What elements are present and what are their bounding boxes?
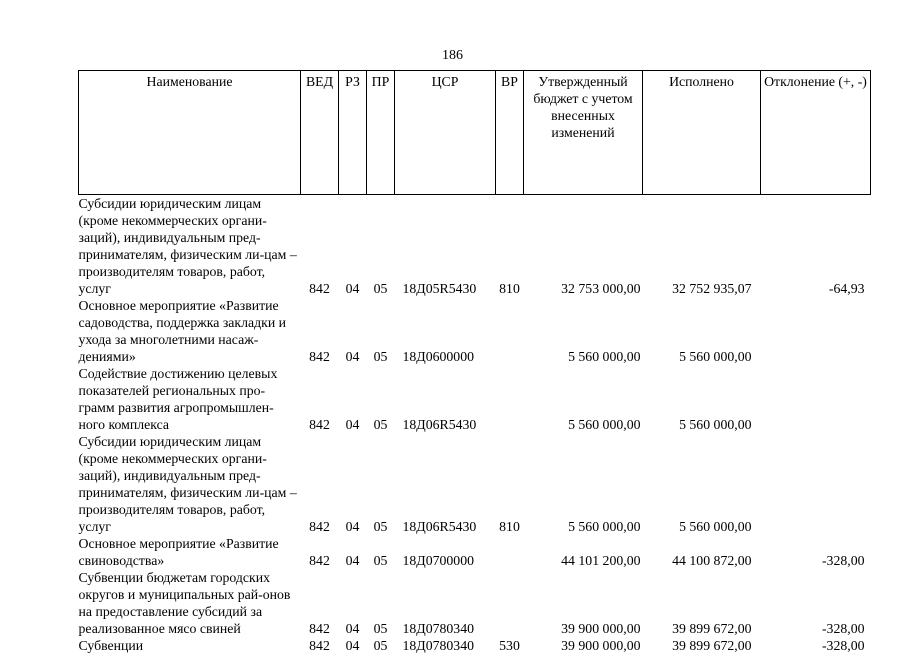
cell-rz: 04 (339, 433, 367, 535)
cell-vr (496, 535, 524, 569)
table-row (79, 297, 871, 365)
cell-ved: 842 (301, 195, 339, 298)
cell-vr: 810 (496, 433, 524, 535)
header-row (79, 71, 871, 195)
cell-executed: 5 560 000,00 (643, 433, 761, 535)
cell-name: Содействие достижению целевых показателей региональных про-грамм развития агропромышлен-ного комплекса (79, 365, 301, 433)
cell-deviation: -64,93 (761, 195, 871, 298)
cell-executed: 32 752 935,07 (643, 195, 761, 298)
cell-rz: 04 (339, 637, 367, 654)
cell-pr: 05 (367, 569, 395, 637)
cell-executed: 39 899 672,00 (643, 637, 761, 654)
cell-executed: 44 100 872,00 (643, 535, 761, 569)
cell-name: Основное мероприятие «Развитие свиноводства» (79, 535, 301, 569)
cell-budget: 32 753 000,00 (524, 195, 643, 298)
header-vr: ВР (496, 71, 524, 195)
table-row (79, 365, 871, 433)
cell-csr: 18Д06R5430 (395, 365, 496, 433)
cell-budget: 39 900 000,00 (524, 637, 643, 654)
cell-budget: 44 101 200,00 (524, 535, 643, 569)
header-rz: РЗ (339, 71, 367, 195)
cell-csr: 18Д0780340 (395, 637, 496, 654)
cell-name: Субвенции бюджетам городских округов и муниципальных рай-онов на предоставление субсидий за реализованное мясо свиней (79, 569, 301, 637)
cell-ved: 842 (301, 365, 339, 433)
header-ved: ВЕД (301, 71, 339, 195)
cell-rz: 04 (339, 195, 367, 298)
cell-pr: 05 (367, 365, 395, 433)
table-row (79, 433, 871, 535)
header-budget: Утвержденный бюджет с учетом внесенных изменений (524, 71, 643, 195)
table-row (79, 535, 871, 569)
cell-rz: 04 (339, 365, 367, 433)
cell-pr: 05 (367, 535, 395, 569)
header-name: Наименование (79, 71, 301, 195)
cell-rz: 04 (339, 569, 367, 637)
cell-vr (496, 297, 524, 365)
header-deviation: Отклонение (+, -) (761, 71, 871, 195)
cell-budget: 5 560 000,00 (524, 365, 643, 433)
header-executed: Исполнено (643, 71, 761, 195)
cell-executed: 5 560 000,00 (643, 297, 761, 365)
cell-pr: 05 (367, 195, 395, 298)
cell-csr: 18Д0600000 (395, 297, 496, 365)
cell-csr: 18Д0780340 (395, 569, 496, 637)
cell-deviation (761, 297, 871, 365)
cell-ved: 842 (301, 535, 339, 569)
page-number: 186 (0, 48, 905, 64)
cell-rz: 04 (339, 535, 367, 569)
cell-deviation: -328,00 (761, 569, 871, 637)
table-row (79, 569, 871, 637)
cell-deviation (761, 433, 871, 535)
cell-pr: 05 (367, 637, 395, 654)
cell-name: Субсидии юридическим лицам (кроме некоммерческих органи-заций), индивидуальным пред-принимателям, физическим ли-цам – производителям товаров, работ, услуг (79, 433, 301, 535)
cell-vr (496, 569, 524, 637)
cell-pr: 05 (367, 297, 395, 365)
cell-rz: 04 (339, 297, 367, 365)
cell-budget: 5 560 000,00 (524, 297, 643, 365)
cell-ved: 842 (301, 637, 339, 654)
cell-name: Субвенции (79, 637, 301, 654)
cell-executed: 5 560 000,00 (643, 365, 761, 433)
cell-budget: 39 900 000,00 (524, 569, 643, 637)
cell-vr (496, 365, 524, 433)
table-row (79, 195, 871, 298)
table-body (79, 195, 871, 654)
header-pr: ПР (367, 71, 395, 195)
cell-deviation: -328,00 (761, 637, 871, 654)
cell-vr: 530 (496, 637, 524, 654)
cell-vr: 810 (496, 195, 524, 298)
cell-name: Субсидии юридическим лицам (кроме некоммерческих органи-заций), индивидуальным пред-принимателям, физическим ли-цам – производителям товаров, работ, услуг (79, 195, 301, 298)
cell-ved: 842 (301, 433, 339, 535)
cell-ved: 842 (301, 569, 339, 637)
budget-table (78, 70, 871, 654)
cell-csr: 18Д06R5430 (395, 433, 496, 535)
cell-name: Основное мероприятие «Развитие садоводства, поддержка закладки и ухода за многолетними насаж-дениями» (79, 297, 301, 365)
cell-executed: 39 899 672,00 (643, 569, 761, 637)
cell-pr: 05 (367, 433, 395, 535)
cell-ved: 842 (301, 297, 339, 365)
cell-deviation: -328,00 (761, 535, 871, 569)
cell-budget: 5 560 000,00 (524, 433, 643, 535)
header-csr: ЦСР (395, 71, 496, 195)
cell-deviation (761, 365, 871, 433)
cell-csr: 18Д05R5430 (395, 195, 496, 298)
cell-csr: 18Д0700000 (395, 535, 496, 569)
